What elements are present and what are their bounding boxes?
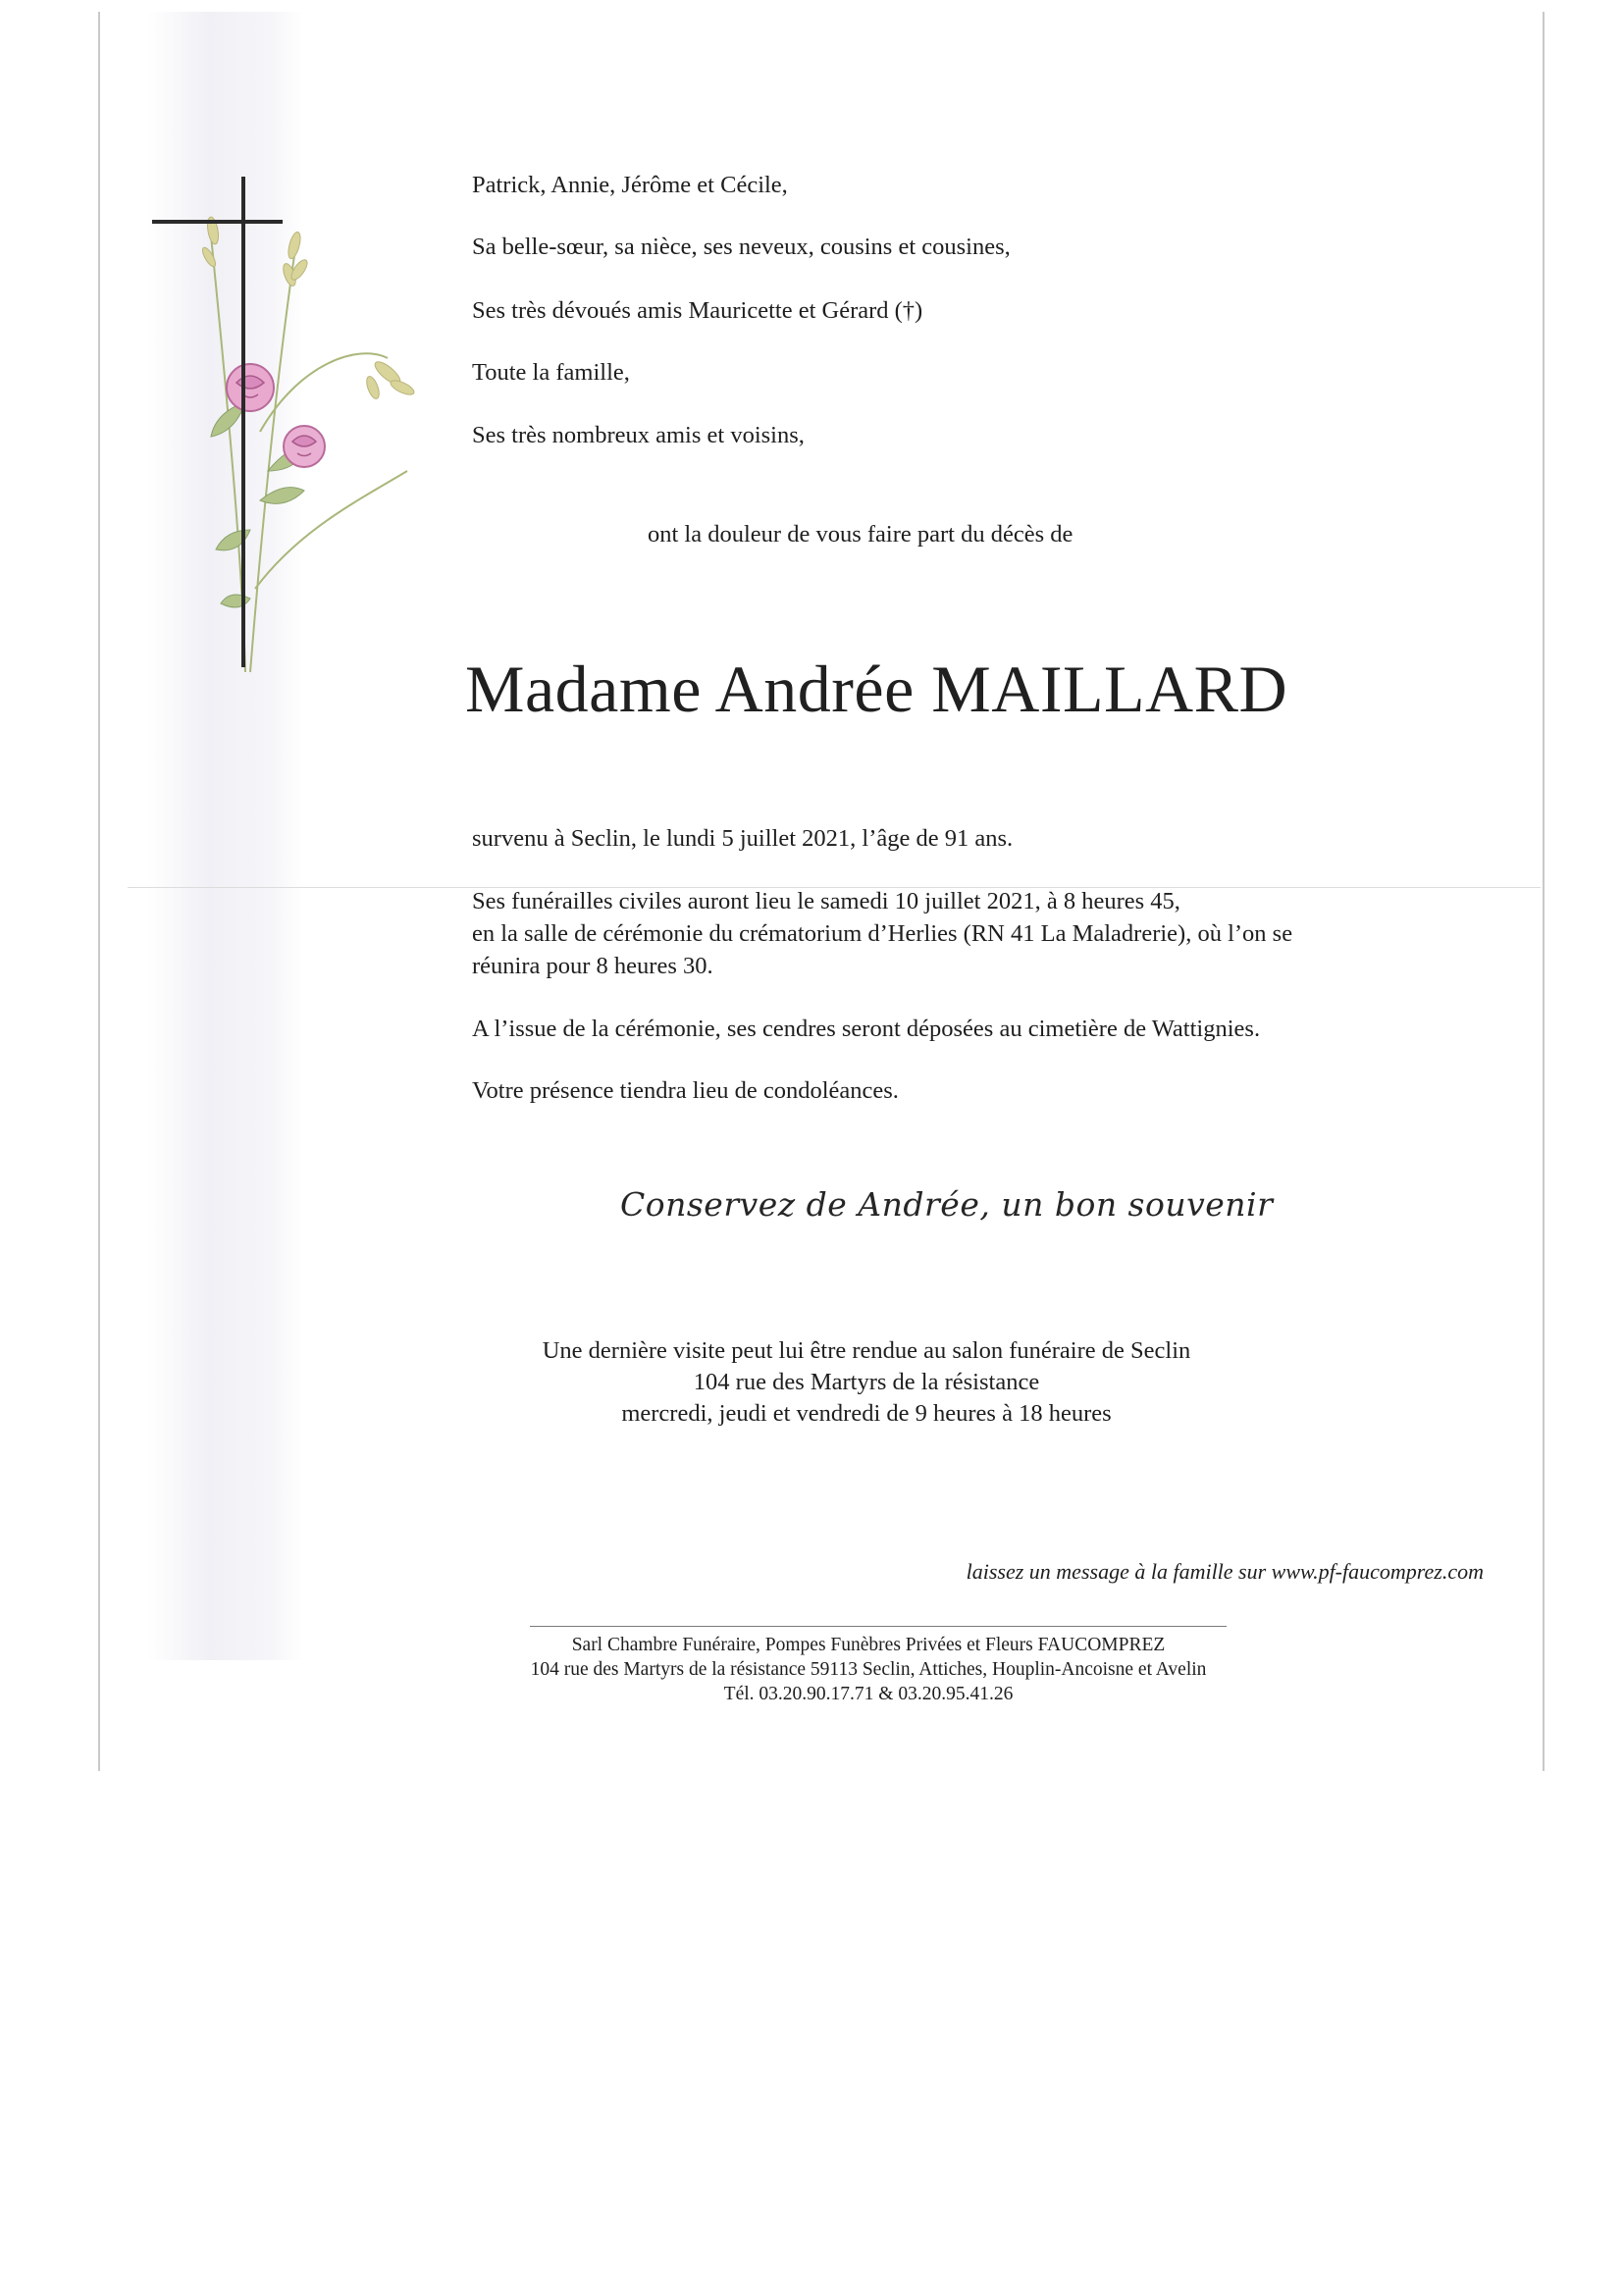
funeral-details-line-3: réunira pour 8 heures 30. — [472, 953, 713, 979]
death-details: survenu à Seclin, le lundi 5 juillet 2021, l’âge de 91 ans. — [472, 825, 1014, 852]
condolences-note: Votre présence tiendra lieu de condoléances. — [472, 1077, 899, 1104]
announcement-text: ont la douleur de vous faire part du décès de — [648, 521, 1073, 548]
footer-phone: Tél. 03.20.90.17.71 & 03.20.95.41.26 — [723, 1684, 1014, 1704]
visit-line-1: Une dernière visite peut lui être rendue au salon funéraire de Seclin — [542, 1337, 1191, 1364]
footer-company-name: Sarl Chambre Funéraire, Pompes Funèbres Privées et Fleurs FAUCOMPREZ — [571, 1635, 1166, 1655]
funeral-details-line-2: en la salle de cérémonie du crématorium d’Herlies (RN 41 La Maladrerie), où l’on se — [472, 920, 1293, 947]
family-line-4: Toute la famille, — [472, 359, 630, 386]
footer-divider — [530, 1626, 1227, 1627]
family-line-3: Ses très dévoués amis Mauricette et Gérard (†) — [472, 297, 923, 324]
page-edge-left — [98, 12, 100, 1771]
visit-line-3: mercredi, jeudi et vendredi de 9 heures à 18 heures — [621, 1400, 1112, 1427]
family-line-2: Sa belle-sœur, sa nièce, ses neveux, cousins et cousines, — [472, 234, 1011, 260]
funeral-details-line-1: Ses funérailles civiles auront lieu le samedi 10 juillet 2021, à 8 heures 45, — [472, 888, 1180, 914]
message-website-note: laissez un message à la famille sur www.pf-faucomprez.com — [966, 1559, 1484, 1584]
page-edge-right — [1543, 12, 1544, 1771]
ashes-details: A l’issue de la cérémonie, ses cendres seront déposées au cimetière de Wattignies. — [472, 1016, 1261, 1042]
family-line-5: Ses très nombreux amis et voisins, — [472, 422, 805, 448]
footer-address: 104 rue des Martyrs de la résistance 59113 Seclin, Attiches, Houplin-Ancoisne et Avelin — [530, 1659, 1207, 1680]
remembrance-script: Conservez de Andrée, un bon souvenir — [620, 1185, 1274, 1224]
deceased-name: Madame Andrée MAILLARD — [465, 652, 1288, 726]
visit-line-2: 104 rue des Martyrs de la résistance — [693, 1369, 1040, 1395]
cross-with-roses-and-wheat-icon — [152, 177, 422, 677]
family-line-1: Patrick, Annie, Jérôme et Cécile, — [472, 172, 788, 198]
